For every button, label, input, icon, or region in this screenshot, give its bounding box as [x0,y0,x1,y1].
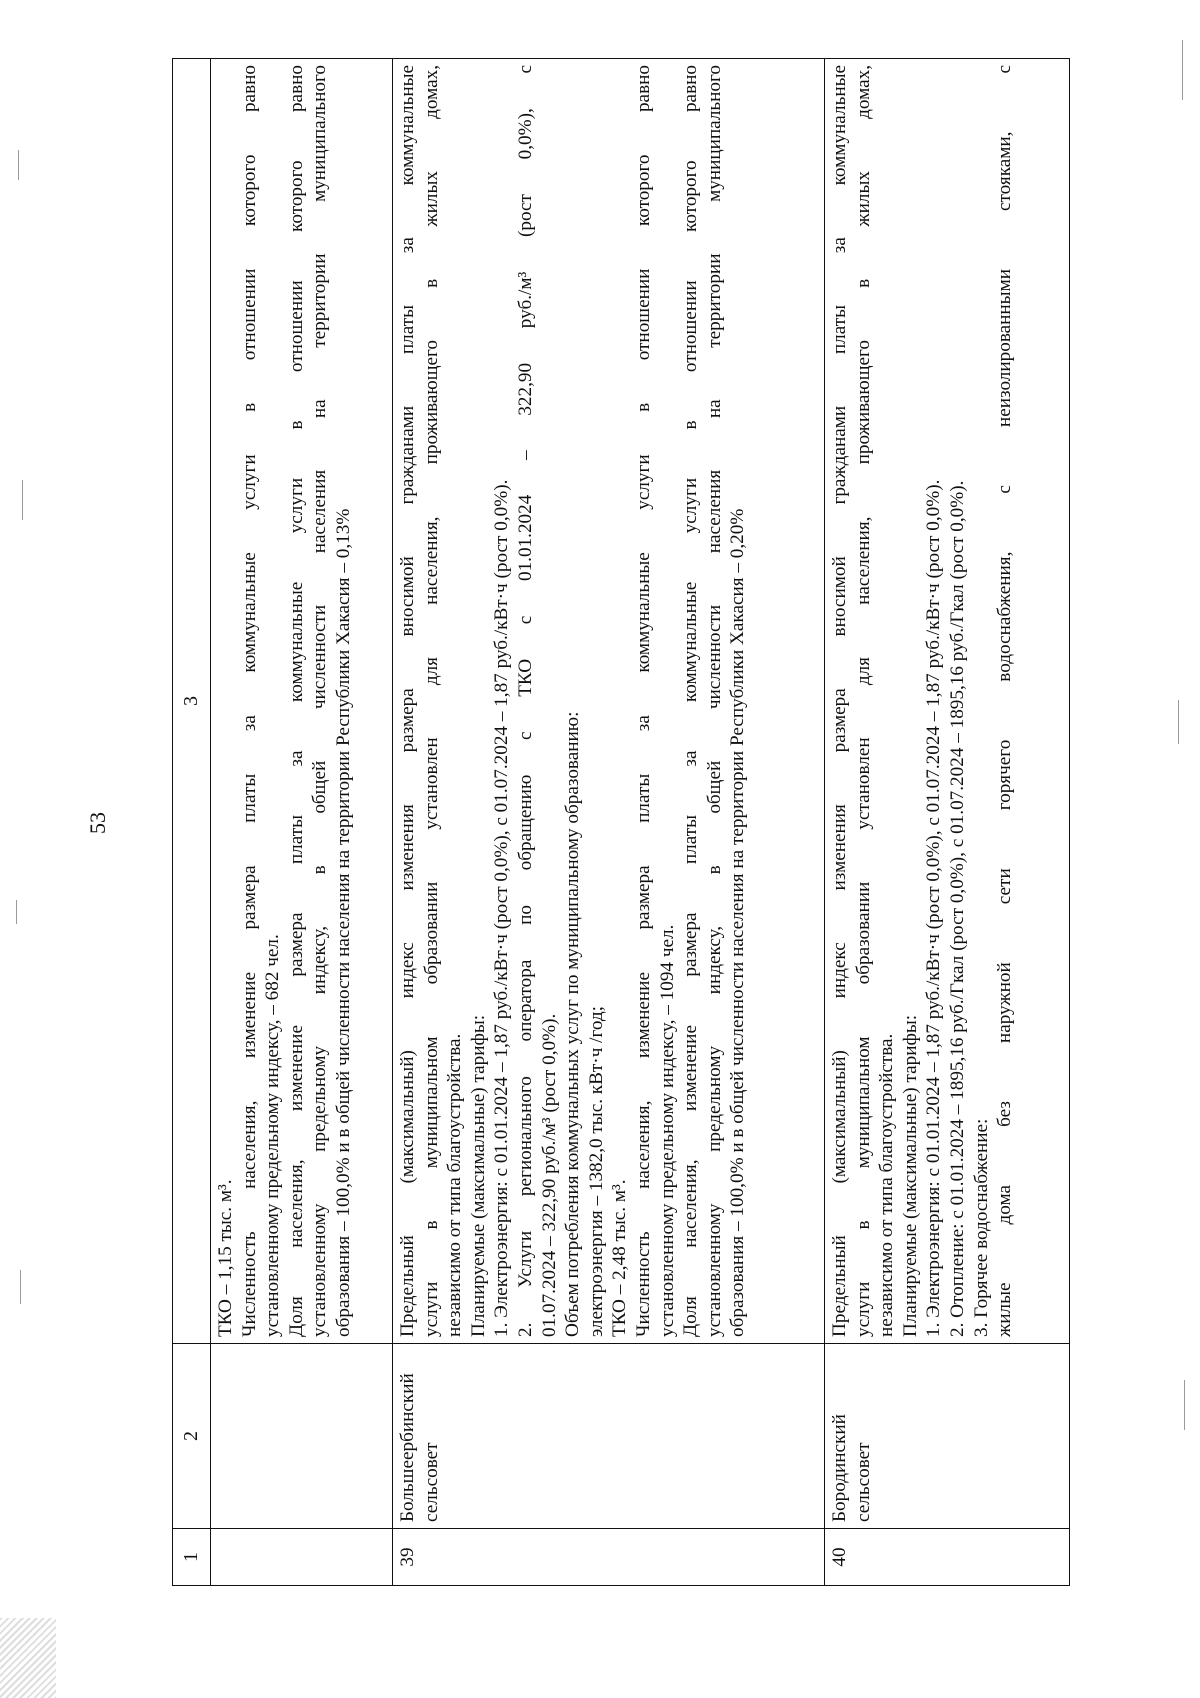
description-line: 01.07.2024 – 322,90 руб./м³ (рост 0,0%). [538,1013,560,1337]
description-line: услуги в муниципальном образовании установлен для населения, проживающего в жилых домах, [852,65,874,1337]
municipality-name: Большеербинский сельсовет [393,1344,825,1529]
header-col-2: 2 [173,1344,211,1529]
description-line: Доля населения, изменение размера платы за коммунальные услуги в отношении которого равно [680,65,702,1337]
row-number: 39 [393,1529,825,1586]
scan-speck [1182,40,1183,100]
description-line: Предельный (максимальный) индекс изменения размера вносимой гражданами платы за коммунальные [829,65,850,1337]
description-line: 3. Горячее водоснабжение: [970,1118,992,1337]
description-line: 2. Отопление: с 01.01.2024 – 1895,16 руб./Гкал (рост 0,0%), с 01.07.2024 – 1895,16 руб./Гкал (рост 0,0%). [946,480,968,1337]
scan-speck [20,1270,21,1304]
table-row [825,59,1070,1586]
description-line: Планируемые (максимальные) тарифы: [899,1014,921,1337]
header-col-1: 1 [173,1529,211,1586]
header-col-3: 3 [173,59,211,1344]
scan-corner-noise [0,1618,56,1698]
municipality-name: Бородинский сельсовет [825,1344,1070,1529]
description-line: установленному предельному индексу, в общей численности населения на территории муниципального [703,65,725,1337]
row-number: 40 [825,1529,1070,1586]
description-line: образования – 100,0% и в общей численности населения на территории Республики Хакасия – 0,20% [727,508,749,1337]
description-line: ТКО – 2,48 тыс. м³. [609,1179,631,1337]
table-row [211,59,393,1586]
row-description [211,59,393,1344]
row-description [825,59,1070,1344]
description-line: Предельный (максимальный) индекс изменения размера вносимой гражданами платы за коммунальные [397,65,418,1337]
scan-speck [16,900,17,924]
description-line: независимо от типа благоустройства. [876,1033,898,1337]
rotated-table-container [172,65,1070,1586]
description-line: Численность населения, изменение размера платы за коммунальные услуги в отношении которого равно [632,65,654,1337]
description-line: Планируемые (максимальные) тарифы: [467,1014,489,1337]
description-line: образования – 100,0% и в общей численности населения на территории Республики Хакасия – 0,13% [332,508,354,1337]
scan-speck [22,480,23,520]
description-line: 1. Электроэнергия: с 01.01.2024 – 1,87 руб./кВт·ч (рост 0,0%), с 01.07.2024 – 1,87 руб./кВт·ч (рост 0,0%). [491,479,513,1337]
scan-speck [18,150,19,180]
description-line: независимо от типа благоустройства. [444,1033,466,1337]
row-description [393,59,825,1344]
description-line: жилые дома без наружной сети горячего водоснабжения, с неизолированными стояками, с [994,65,1016,1337]
description-line: 1. Электроэнергия: с 01.01.2024 – 1,87 руб./кВт·ч (рост 0,0%), с 01.07.2024 – 1,87 руб./кВт·ч (рост 0,0%). [923,479,945,1337]
description-line: установленному предельному индексу, в общей численности населения на территории муниципального [309,65,331,1337]
tariff-table [172,58,1070,1586]
description-line: установленному предельному индексу, – 682 чел. [262,934,284,1337]
description-line: 2. Услуги регионального оператора по обращению с ТКО с 01.01.2024 – 322,90 руб./м³ (рост 0,0%), с [514,65,536,1337]
description-line: установленному предельному индексу, – 1094 чел. [656,924,678,1337]
table-header-row [173,59,211,1586]
description-line: Доля населения, изменение размера платы за коммунальные услуги в отношении которого равно [285,65,307,1337]
row-number [211,1529,393,1586]
description-line: Объем потребления коммунальных услуг по муниципальному образованию: [562,711,584,1337]
municipality-name [211,1344,393,1529]
scan-speck [1178,700,1179,744]
description-line: ТКО – 1,15 тыс. м³. [215,1179,236,1337]
description-line: электроэнергия – 1382,0 тыс. кВт·ч /год; [585,1005,607,1337]
description-line: услуги в муниципальном образовании установлен для населения, проживающего в жилых домах, [420,65,442,1337]
description-line: Численность населения, изменение размера платы за коммунальные услуги в отношении которого равно [238,65,260,1337]
page-number: 53 [85,812,110,834]
scan-speck [1184,1380,1185,1430]
table-row [393,59,825,1586]
